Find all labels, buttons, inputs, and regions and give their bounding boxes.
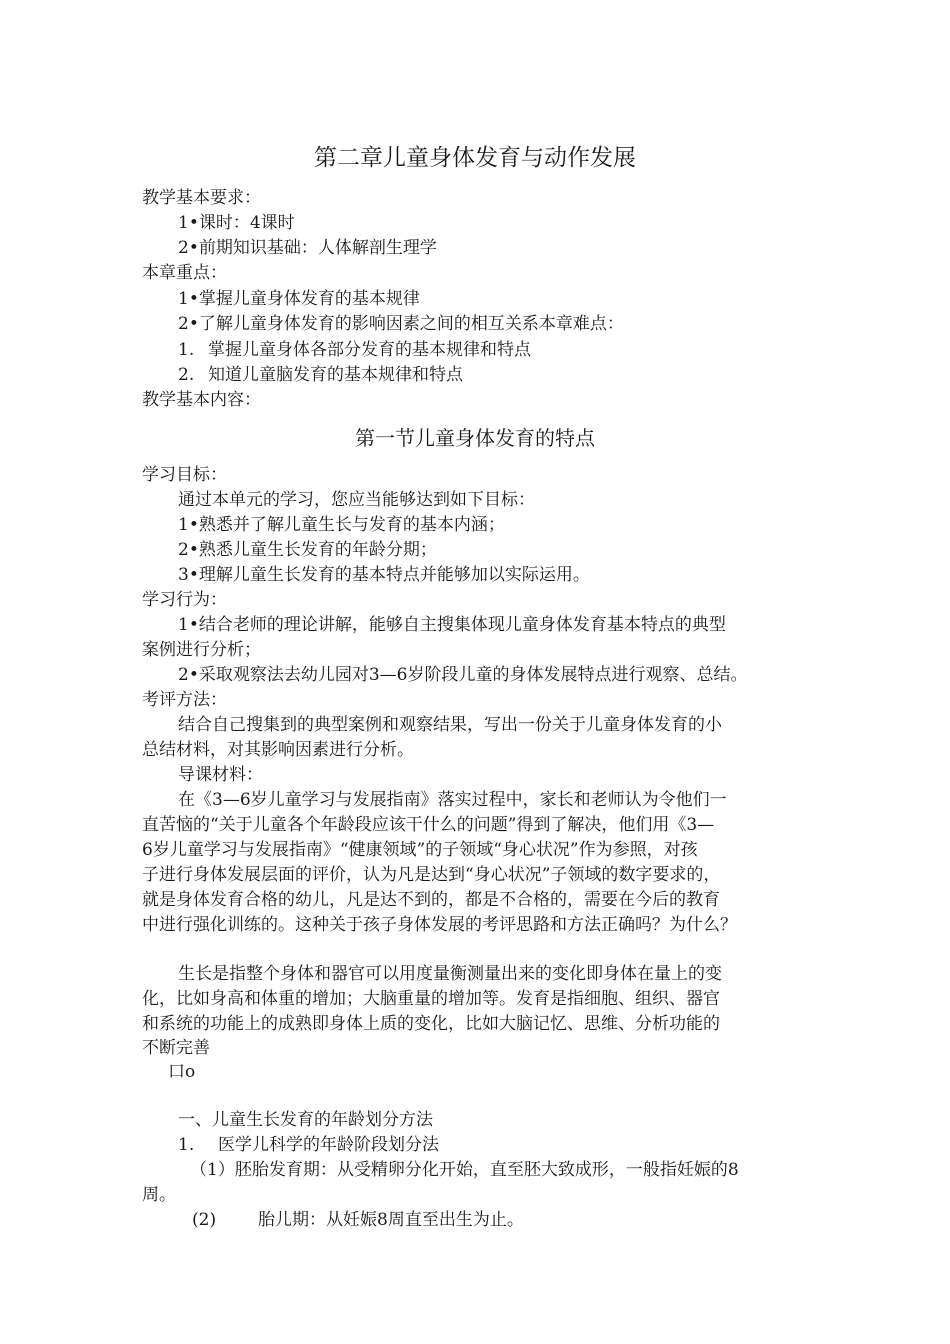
stage-number: (2) [192, 1210, 217, 1230]
focus-heading: 本章重点： [142, 263, 227, 283]
guide-paragraph-line: 直苦恼的“关于儿童各个年龄段应该干什么的问题”得到了解决，他们用《3— [142, 815, 715, 835]
difficulty-item [178, 363, 878, 387]
behavior-item: 1•结合老师的理论讲解，能够自主搜集体现儿童身体发育基本特点的典型 [178, 615, 726, 635]
subpart-text: 医学儿科学的年龄阶段划分法 [218, 1135, 439, 1155]
guide-heading: 导课材料： [178, 765, 263, 785]
subpart-heading [178, 1133, 878, 1157]
growth-paragraph-line: 化，比如身高和体重的增加；大脑重量的增加等。发育是指细胞、组织、器官 [142, 989, 720, 1009]
goal-item: 3•理解儿童生长发育的基本特点并能够加以实际运用。 [178, 565, 590, 585]
guide-paragraph-line: 子进行身体发展层面的评价，认为凡是达到“身心状况”子领域的数字要求的， [142, 865, 721, 885]
guide-paragraph-line: 就是身体发育合格的幼儿，凡是达不到的，都是不合格的，需要在今后的教育 [142, 890, 720, 910]
growth-paragraph-line: 生长是指整个身体和器官可以用度量衡测量出来的变化即身体在量上的变 [178, 964, 722, 984]
goals-heading: 学习目标： [142, 465, 227, 485]
guide-paragraph-line: 6岁儿童学习与发展指南》“健康领域”的子领域“身心状况”作为参照，对孩 [142, 840, 698, 860]
stray-mark: 口o [168, 1062, 196, 1082]
stage-item [192, 1208, 892, 1232]
requirements-heading: 教学基本要求： [142, 188, 261, 208]
stage-item: （1）胚胎发育期：从受精卵分化开始，直至胚大致成形，一般指妊娠的8 [190, 1160, 739, 1180]
section-title: 第一节儿童身体发育的特点 [355, 426, 595, 450]
goal-item: 1•熟悉并了解儿童生长与发育的基本内涵； [178, 515, 505, 535]
goal-item: 2•熟悉儿童生长发育的年龄分期； [178, 540, 437, 560]
evaluation-text-continued: 总结材料，对其影响因素进行分析。 [142, 740, 414, 760]
focus-item: 2•了解儿童身体发育的影响因素之间的相互关系本章难点： [178, 314, 624, 334]
difficulty-item [178, 338, 878, 362]
requirement-item: 2•前期知识基础：人体解剖生理学 [178, 238, 437, 258]
subpart-number: 1. [178, 1135, 195, 1155]
guide-paragraph-line: 中进行强化训练的。这种关于孩子身体发展的考评思路和方法正确吗？为什么？ [142, 915, 737, 935]
chapter-title: 第二章儿童身体发育与动作发展 [314, 145, 636, 171]
growth-paragraph-line: 不断完善 [142, 1038, 210, 1058]
part-heading: 一、儿童生长发育的年龄划分方法 [178, 1110, 433, 1130]
stage-text: 胎儿期：从妊娠8周直至出生为止。 [258, 1210, 524, 1230]
goals-intro: 通过本单元的学习，您应当能够达到如下目标： [178, 490, 535, 510]
requirement-item: 1•课时：4课时 [178, 213, 295, 233]
difficulty-number: 1. [178, 340, 195, 360]
behavior-item-continued: 案例进行分析； [142, 640, 261, 660]
guide-paragraph-line: 在《3—6岁儿童学习与发展指南》落实过程中，家长和老师认为令他们一 [178, 790, 727, 810]
difficulty-text: 知道儿童脑发育的基本规律和特点 [208, 365, 463, 385]
evaluation-heading: 考评方法： [142, 690, 227, 710]
behavior-heading: 学习行为： [142, 590, 227, 610]
stage-item-continued: 周。 [142, 1185, 176, 1205]
behavior-item: 2•采取观察法去幼儿园对3—6岁阶段儿童的身体发展特点进行观察、总结。 [178, 665, 748, 685]
content-heading: 教学基本内容： [142, 390, 261, 410]
focus-item: 1•掌握儿童身体发育的基本规律 [178, 289, 420, 309]
difficulty-number: 2. [178, 365, 195, 385]
evaluation-text: 结合自己搜集到的典型案例和观察结果，写出一份关于儿童身体发育的小 [178, 715, 722, 735]
difficulty-text: 掌握儿童身体各部分发育的基本规律和特点 [208, 340, 531, 360]
growth-paragraph-line: 和系统的功能上的成熟即身体上质的变化，比如大脑记忆、思维、分析功能的 [142, 1014, 720, 1034]
